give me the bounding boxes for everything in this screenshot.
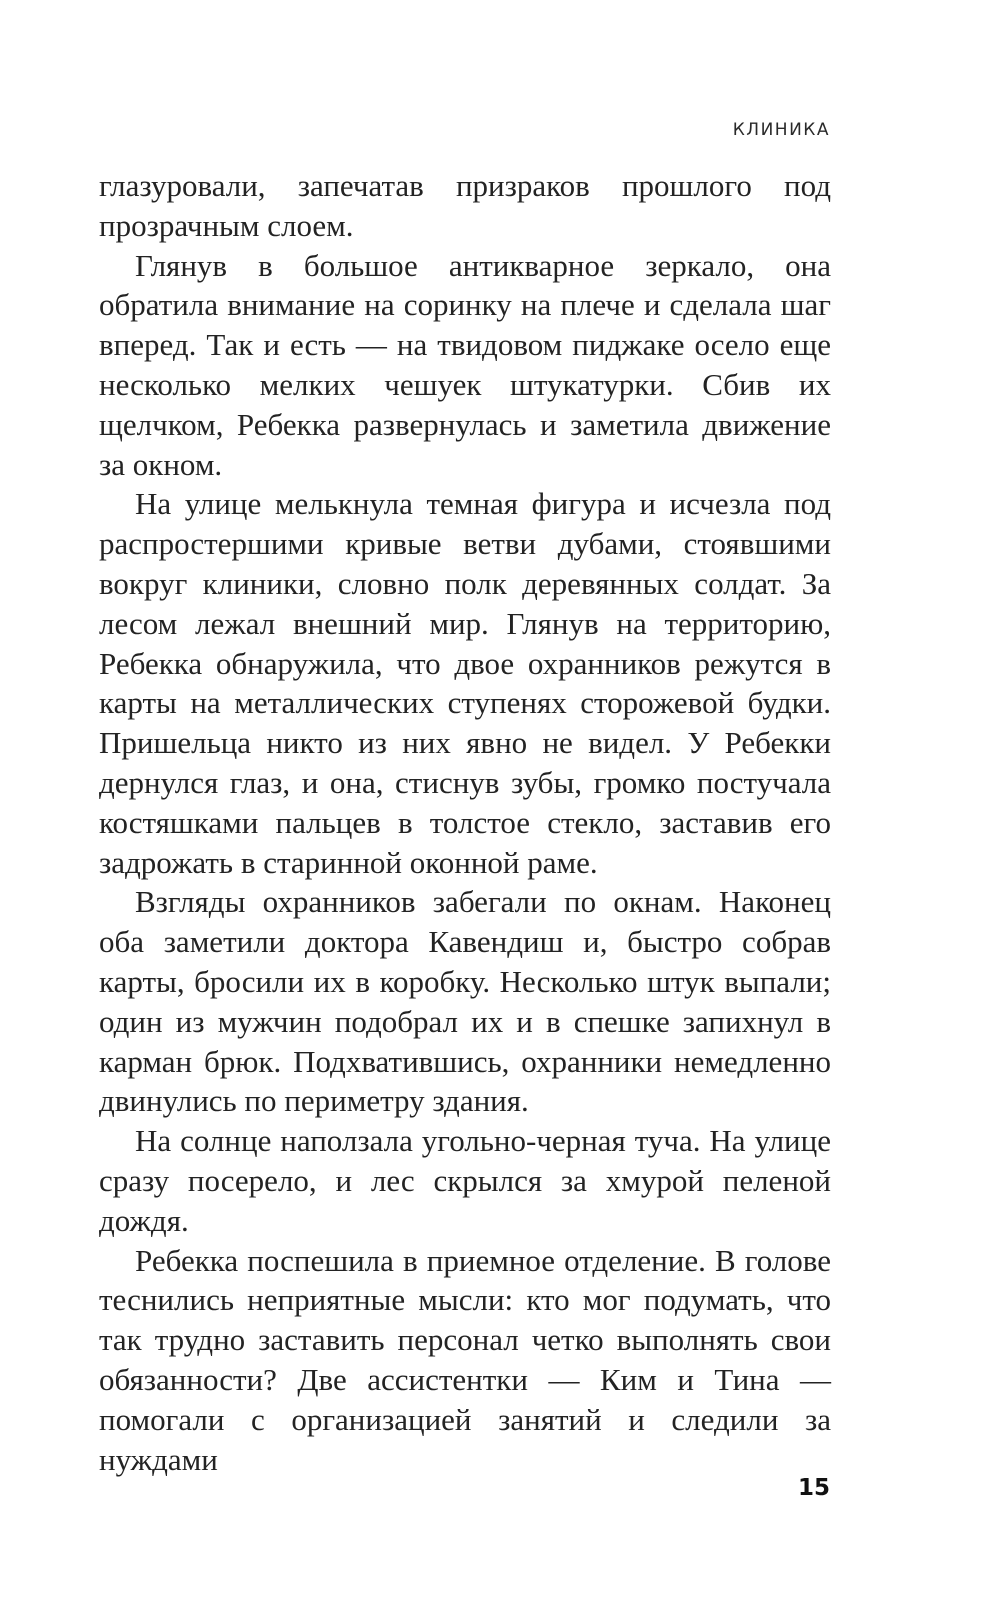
paragraph-3: На улице мелькнула темная фигура и исчезла под распростершими кривые ветви дубами, стоявшими вокруг клиники, словно полк деревянных солдат. За лесом лежал внешний мир. Глянув на территорию, Ребекка обнаружила, что двое охранников режутся в карты на металлических ступенях сторожевой будки. Пришельца никто из них явно не видел. У Ребекки дернулся глаз, и она, стиснув зубы, громко постучала костяшками пальцев в толстое стекло, заставив его задрожать в старинной оконной раме.: [99, 486, 831, 880]
paragraph-5: На солнце наползала угольно-черная туча. На улице сразу посерело, и лес скрылся за хмурой пеленой дождя.: [99, 1123, 831, 1238]
page-number: 15: [797, 1475, 830, 1501]
paragraph-2: Глянув в большое антикварное зеркало, она обратила внимание на соринку на плече и сделала шаг вперед. Так и есть — на твидовом пиджаке осело еще несколько мелких чешуек штукатурки. Сбив их щелчком, Ребекка развернулась и заметила движение за окном.: [99, 247, 831, 482]
paragraph-6: Ребекка поспешила в приемное отделение. В голове теснились неприятные мысли: кто мог подумать, что так трудно заставить персонал четко выполнять свои обязанности? Две ассистентки — Ким и Тина — помогали с организацией занятий и следили за нуждами: [99, 1242, 831, 1477]
body-text: [99, 166, 831, 1479]
running-header: КЛИНИКА: [732, 120, 830, 140]
paragraph-4: Взгляды охранников забегали по окнам. Наконец оба заметили доктора Кавендиш и, быстро собрав карты, бросили их в коробку. Несколько штук выпали; один из мужчин подобрал их и в спешке запихнул в карман брюк. Подхватившись, охранники немедленно двинулись по периметру здания.: [99, 884, 831, 1119]
paragraph-1: глазуровали, запечатав призраков прошлого под прозрачным слоем.: [99, 168, 831, 243]
